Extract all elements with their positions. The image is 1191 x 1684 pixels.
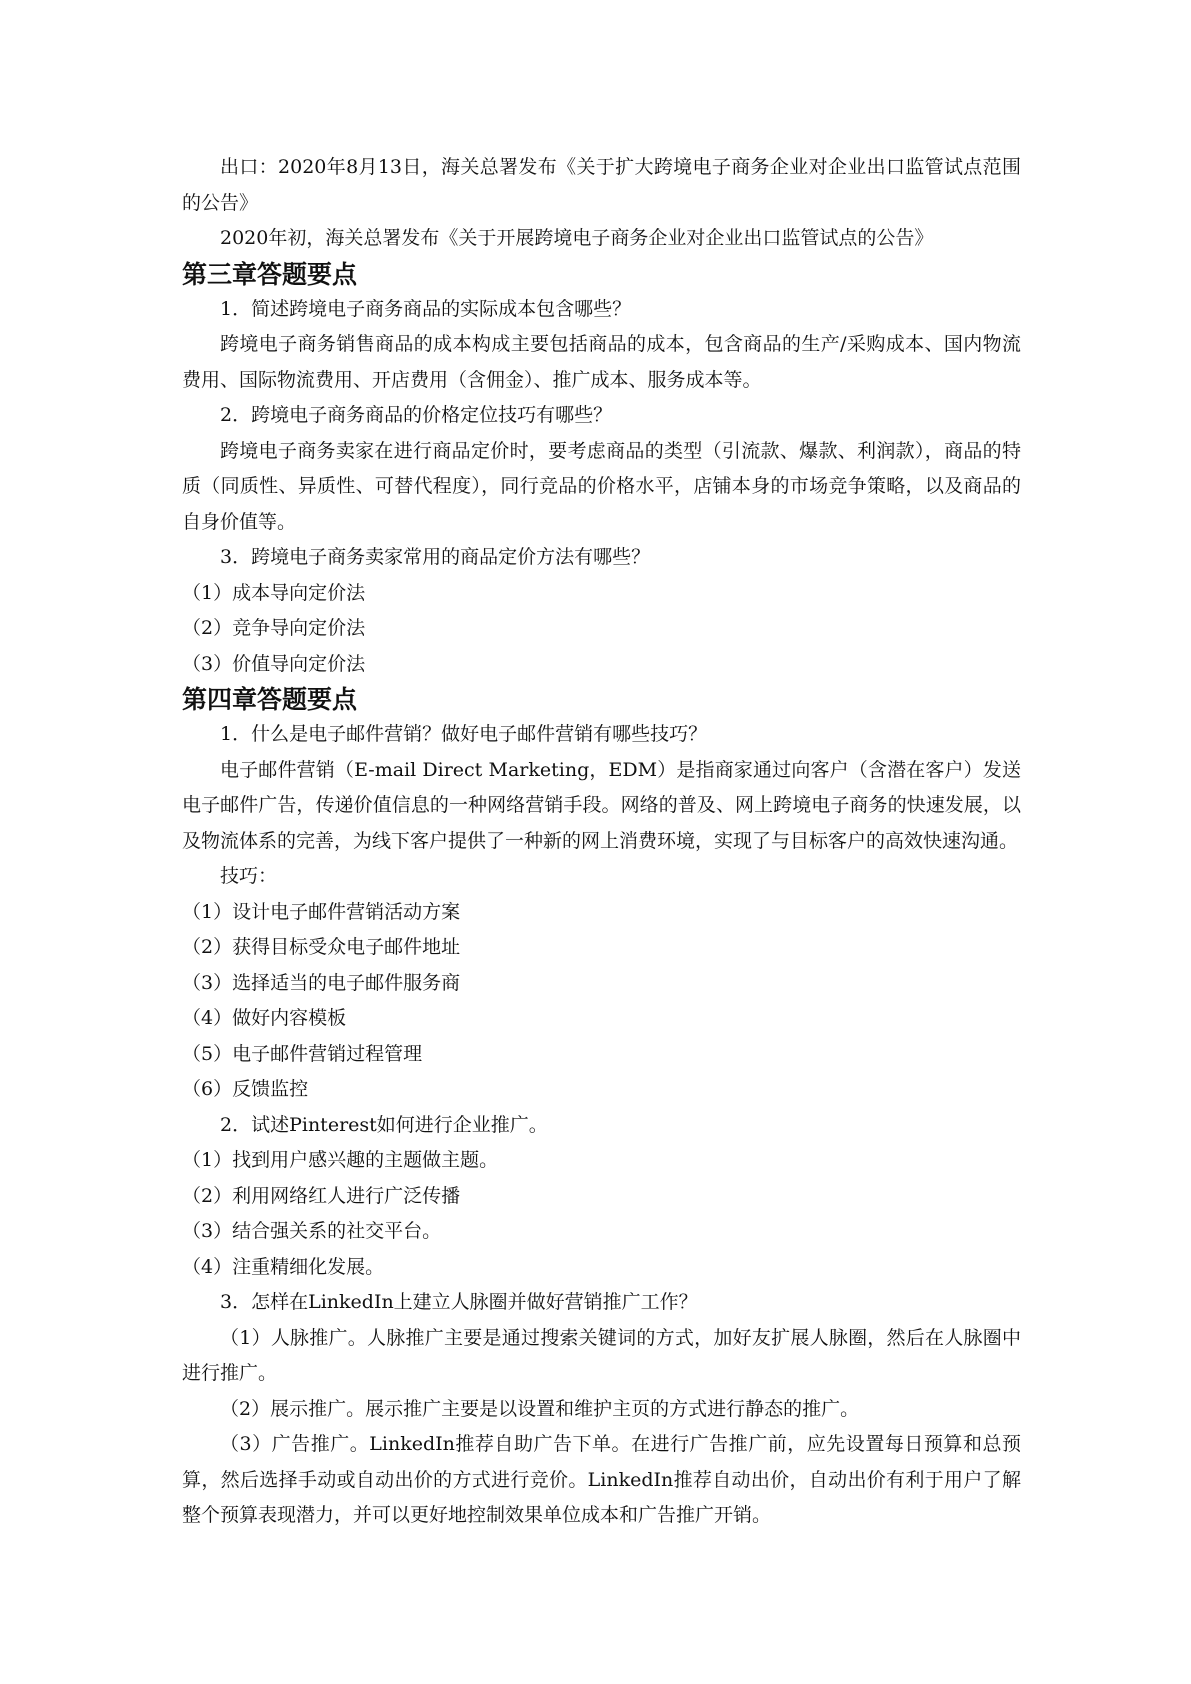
paragraph: 出口：2020年8月13日，海关总署发布《关于扩大跨境电子商务企业对企业出口监管试点范围的公告》: [182, 156, 1021, 214]
list-item: （3）结合强关系的社交平台。: [182, 1220, 442, 1242]
list-item: （1）成本导向定价法: [182, 581, 366, 604]
list-item: （2）获得目标受众电子邮件地址: [182, 936, 461, 958]
list-item: （2）竞争导向定价法: [182, 617, 366, 639]
answer-paragraph: （1）人脉推广。人脉推广主要是通过搜索关键词的方式，加好友扩展人脉圈，然后在人脉圈中进行推广。: [182, 1326, 1021, 1384]
paragraph: 技巧：: [220, 865, 278, 887]
list-item: （2）利用网络红人进行广泛传播: [182, 1184, 461, 1207]
question: 3．跨境电子商务卖家常用的商品定价方法有哪些？: [220, 546, 651, 568]
list-item: （4）做好内容模板: [182, 1007, 347, 1029]
question: 2．试述Pinterest如何进行企业推广。: [220, 1113, 548, 1136]
paragraph: 2020年初，海关总署发布《关于开展跨境电子商务企业对企业出口监管试点的公告》: [220, 227, 934, 249]
answer-paragraph: （3）广告推广。LinkedIn推荐自助广告下单。在进行广告推广前，应先设置每日预算和总预算，然后选择手动或自动出价的方式进行竞价。LinkedIn推荐自动出价，自动出价有利于用户了解整个预算表现潜力，并可以更好地控制效果单位成本和广告推广开销。: [182, 1433, 1021, 1526]
question: 3．怎样在LinkedIn上建立人脉圈并做好营销推广工作？: [220, 1291, 698, 1313]
list-item: （1）设计电子邮件营销活动方案: [182, 900, 461, 923]
list-item: （6）反馈监控: [182, 1078, 309, 1100]
answer-paragraph: 跨境电子商务卖家在进行商品定价时，要考虑商品的类型（引流款、爆款、利润款），商品的特质（同质性、异质性、可替代程度），同行竞品的价格水平，店铺本身的市场竞争策略，以及商品的自身价值等。: [182, 439, 1021, 533]
answer-paragraph: 跨境电子商务销售商品的成本构成主要包括商品的成本，包含商品的生产/采购成本、国内物流费用、国际物流费用、开店费用（含佣金）、推广成本、服务成本等。: [182, 333, 1021, 391]
list-item: （3）选择适当的电子邮件服务商: [182, 971, 461, 994]
list-item: （3）价值导向定价法: [182, 652, 366, 675]
section-heading: 第四章答题要点: [182, 685, 358, 714]
answer-paragraph: （2）展示推广。展示推广主要是以设置和维护主页的方式进行静态的推广。: [220, 1397, 860, 1420]
answer-paragraph: 电子邮件营销（E-mail Direct Marketing，EDM）是指商家通过向客户（含潜在客户）发送电子邮件广告，传递价值信息的一种网络营销手段。网络的普及、网上跨境电子商务的快速发展，以及物流体系的完善，为线下客户提供了一种新的网上消费环境，实现了与目标客户的高效快速沟通。: [182, 758, 1021, 852]
section-heading: 第三章答题要点: [182, 259, 358, 289]
list-item: （1）找到用户感兴趣的主题做主题。: [182, 1149, 499, 1171]
list-item: （4）注重精细化发展。: [182, 1255, 385, 1278]
question: 2．跨境电子商务商品的价格定位技巧有哪些？: [220, 404, 613, 426]
question: 1．什么是电子邮件营销？做好电子邮件营销有哪些技巧？: [220, 723, 708, 745]
question: 1．简述跨境电子商务商品的实际成本包含哪些？: [220, 297, 632, 320]
list-item: （5）电子邮件营销过程管理: [182, 1042, 423, 1065]
